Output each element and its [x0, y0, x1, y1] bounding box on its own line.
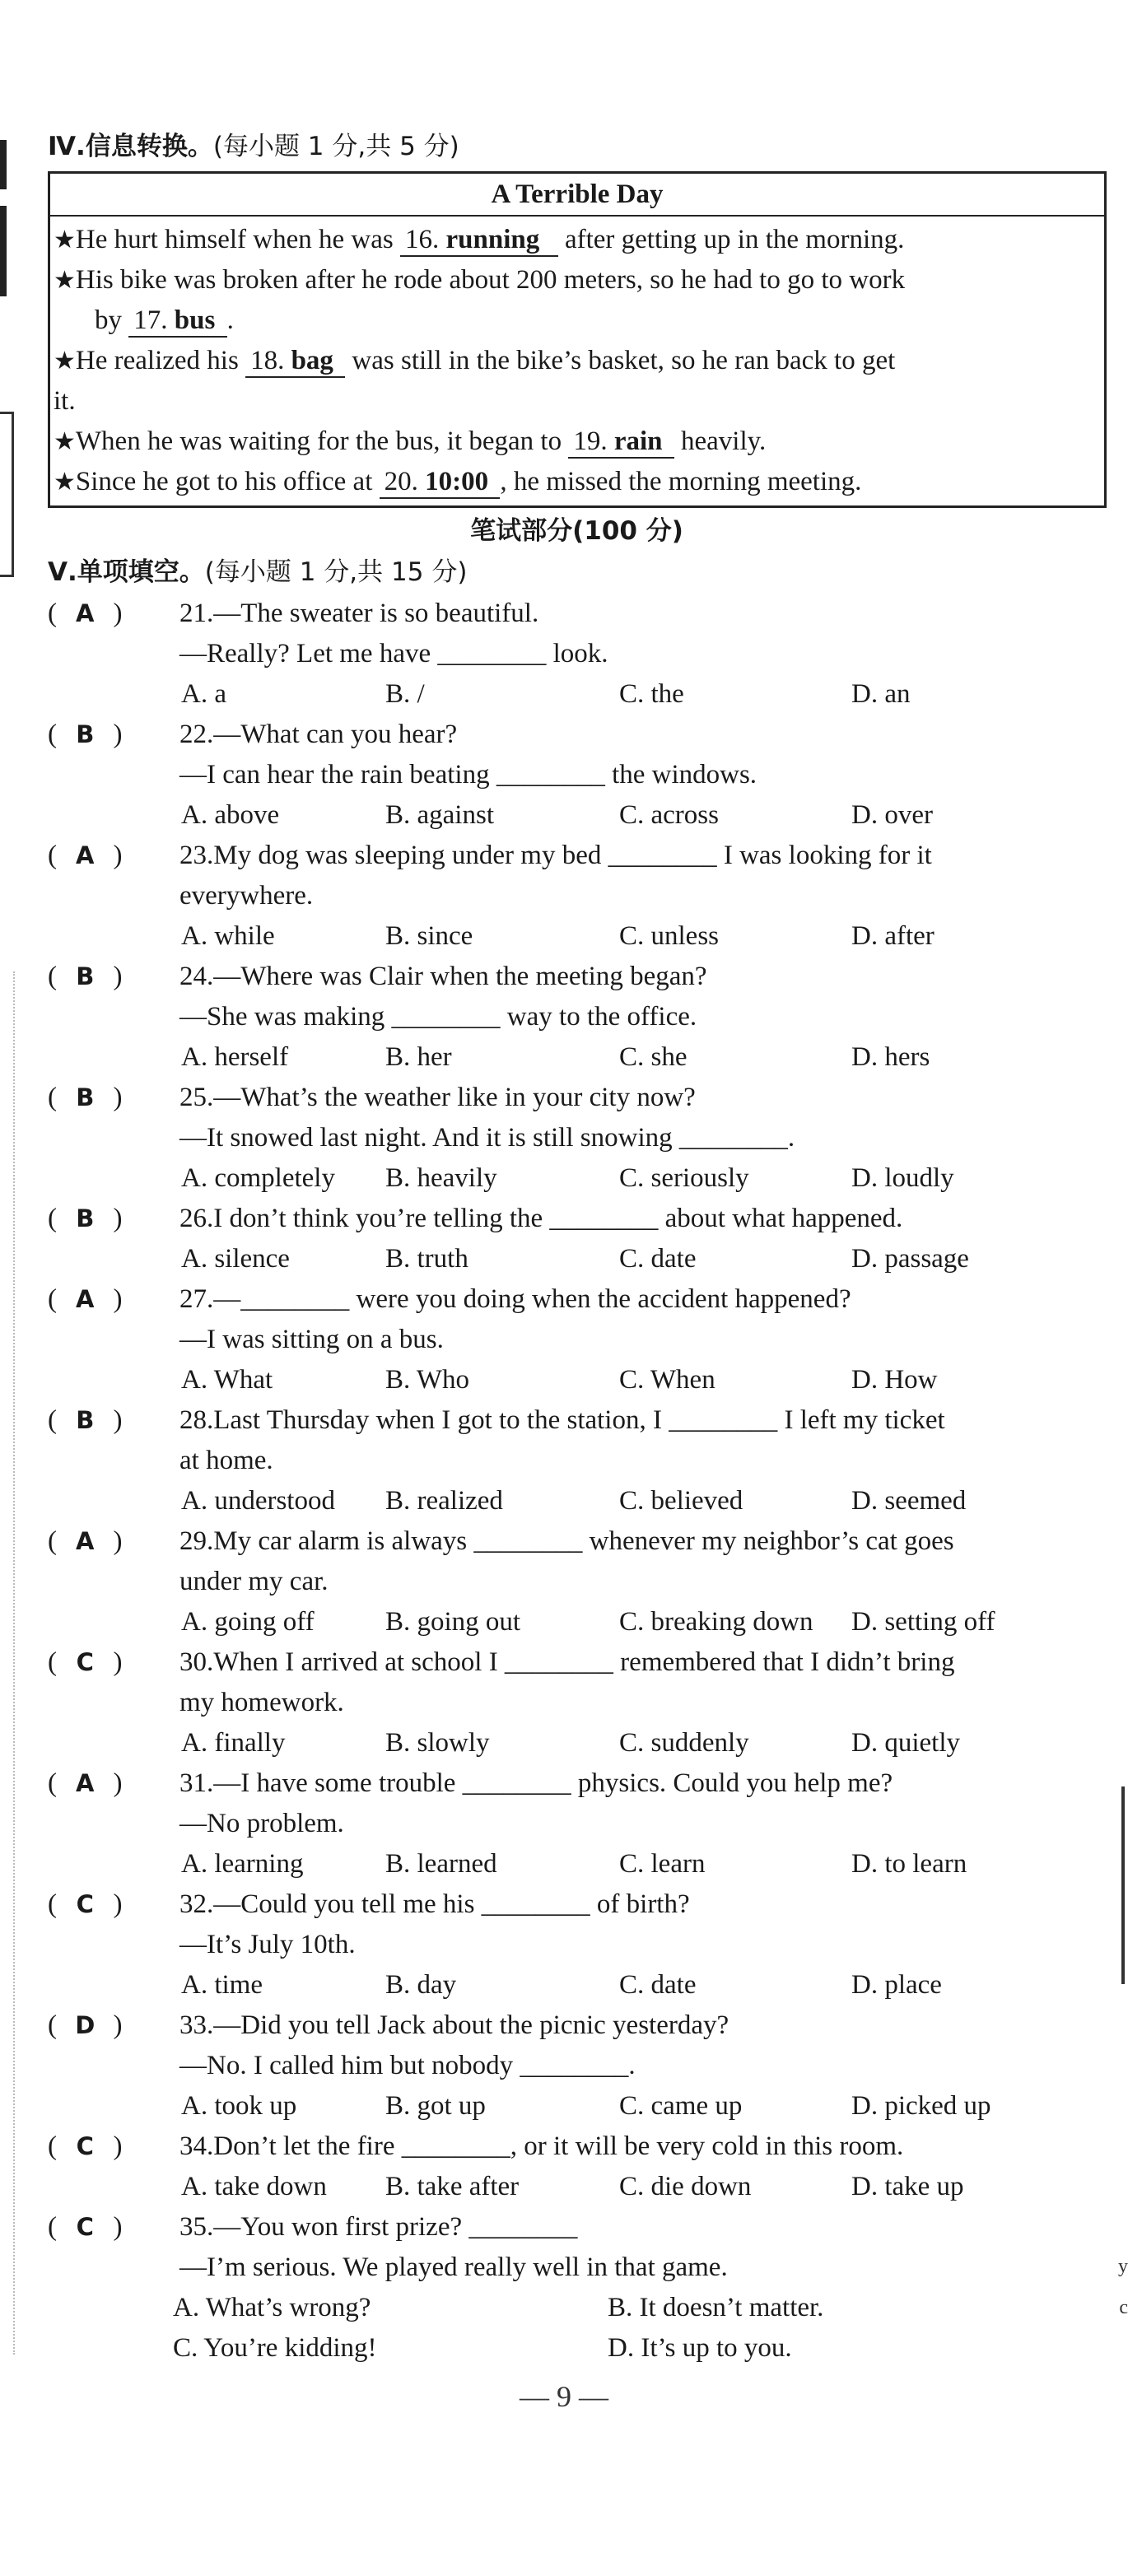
option[interactable]: C. the — [619, 679, 684, 709]
answer-letter: D — [75, 2011, 96, 2039]
question-item — [48, 715, 1106, 836]
option[interactable]: D. to learn — [851, 1849, 967, 1879]
option[interactable]: D. loudly — [851, 1163, 954, 1193]
info-line — [54, 260, 1101, 300]
question-row — [48, 715, 1106, 755]
question-stem: —Could you tell me his ________ of birth? — [213, 1889, 690, 1919]
options-row — [48, 2288, 1106, 2328]
question-number: 23. — [179, 841, 214, 870]
info-text: by — [95, 305, 129, 335]
question-item — [48, 1199, 1106, 1279]
question-row — [48, 1400, 1106, 1441]
option[interactable]: B. against — [385, 800, 494, 830]
star-icon: ★ — [54, 428, 76, 455]
question-number: 21. — [179, 599, 214, 628]
info-line — [54, 381, 1101, 422]
worksheet-page — [48, 125, 1106, 2369]
question-list — [48, 594, 1106, 2369]
info-line — [54, 422, 1101, 462]
question-stem: When I arrived at school I ________ remembered that I didn’t bring — [213, 1647, 955, 1677]
question-stem-cont: —No. I called him but nobody ________. — [179, 2051, 636, 2080]
answer-letter: A — [76, 599, 95, 627]
question-number: 28. — [179, 1405, 214, 1435]
info-box-title: A Terrible Day — [50, 174, 1104, 217]
options-row — [48, 1723, 1106, 1763]
question-item — [48, 1642, 1106, 1763]
question-stem: —Where was Clair when the meeting began? — [213, 962, 707, 991]
options-row — [48, 674, 1106, 715]
question-stem: My car alarm is always ________ whenever my neighbor’s cat goes — [213, 1526, 954, 1556]
option[interactable]: D. It’s up to you. — [608, 2333, 792, 2363]
question-number: 25. — [179, 1083, 214, 1112]
question-item — [48, 1279, 1106, 1400]
info-line — [54, 341, 1101, 381]
question-row — [48, 2207, 1106, 2248]
option[interactable]: D. place — [851, 1970, 942, 2000]
option[interactable]: A. finally — [181, 1728, 286, 1758]
question-stem: My dog was sleeping under my bed ________ I was looking for it — [213, 841, 932, 870]
question-row — [48, 594, 1106, 634]
option[interactable]: A. time — [181, 1970, 263, 2000]
question-stem-cont: —She was making ________ way to the office. — [179, 1002, 697, 1032]
info-text: He hurt himself when he was — [75, 225, 400, 254]
options-row — [48, 1158, 1106, 1199]
answer-letter: A — [76, 1769, 95, 1797]
option[interactable]: C. die down — [619, 2172, 752, 2201]
answer-slot: ( C ) — [48, 1884, 179, 1925]
option[interactable]: C. suddenly — [619, 1728, 749, 1758]
option[interactable]: B. heavily — [385, 1163, 497, 1193]
option[interactable]: C. seriously — [619, 1163, 749, 1193]
answer-slot: ( C ) — [48, 2207, 179, 2248]
answer-letter: C — [76, 1648, 94, 1676]
options-row — [48, 1844, 1106, 1884]
options-row — [48, 1602, 1106, 1642]
option[interactable]: C. breaking down — [619, 1607, 813, 1637]
blank-answer: bag — [291, 346, 333, 375]
option[interactable]: C. When — [619, 1365, 715, 1395]
blank-number: 16. — [404, 225, 440, 254]
answer-slot: ( C ) — [48, 1642, 179, 1683]
option[interactable]: B. learned — [385, 1849, 497, 1879]
option[interactable]: A. silence — [181, 1244, 290, 1274]
question-stem-cont: at home. — [179, 1446, 273, 1475]
question-number: 33. — [179, 2010, 214, 2040]
question-stem-cont: everywhere. — [179, 881, 314, 911]
question-item — [48, 594, 1106, 715]
question-stem-cont: under my car. — [179, 1567, 329, 1596]
question-row — [48, 1279, 1106, 1320]
option[interactable]: D. take up — [851, 2172, 964, 2201]
info-text: . — [226, 305, 234, 335]
question-stem: —You won first prize? ________ — [213, 2212, 578, 2242]
option[interactable]: A. took up — [181, 2091, 297, 2121]
answer-blank — [128, 305, 226, 338]
star-icon: ★ — [54, 226, 76, 254]
option[interactable]: B. truth — [385, 1244, 468, 1274]
option[interactable]: D. over — [851, 800, 933, 830]
info-line — [54, 462, 1101, 502]
options-row — [48, 1360, 1106, 1400]
options-row — [48, 916, 1106, 957]
info-text: heavily. — [674, 426, 767, 456]
options-row — [48, 795, 1106, 836]
question-stem-cont: —It’s July 10th. — [179, 1930, 356, 1959]
option[interactable]: B. since — [385, 921, 473, 951]
question-stem: —________ were you doing when the accident happened? — [213, 1284, 851, 1314]
question-number: 29. — [179, 1526, 214, 1556]
question-item — [48, 1763, 1106, 1884]
answer-letter: B — [76, 1204, 95, 1232]
option[interactable]: A. completely — [181, 1163, 335, 1193]
question-number: 30. — [179, 1647, 214, 1677]
question-stem: —The sweater is so beautiful. — [213, 599, 539, 628]
question-item — [48, 1884, 1106, 2005]
option[interactable]: A. take down — [181, 2172, 327, 2201]
option[interactable]: D. picked up — [851, 2091, 991, 2121]
options-row — [48, 1965, 1106, 2005]
option[interactable]: A. a — [181, 679, 226, 709]
option[interactable]: A. while — [181, 921, 275, 951]
margin-mark — [0, 206, 7, 296]
question-row — [48, 1642, 1106, 1683]
section-heading: Ⅳ.信息转换。 — [48, 132, 213, 161]
option[interactable]: A. herself — [181, 1042, 289, 1072]
option[interactable]: C. unless — [619, 921, 720, 951]
option[interactable]: B. It doesn’t matter. — [608, 2293, 824, 2322]
option[interactable]: C. came up — [619, 2091, 743, 2121]
question-stem: —Did you tell Jack about the picnic yesterday? — [213, 2010, 729, 2040]
written-part-title: 笔试部分(100 分) — [470, 516, 683, 546]
option[interactable]: D. setting off — [851, 1607, 995, 1637]
option[interactable]: B. Who — [385, 1365, 470, 1395]
answer-slot: ( B ) — [48, 1078, 179, 1118]
question-number: 27. — [179, 1284, 214, 1314]
question-number: 26. — [179, 1204, 214, 1233]
blank-number: 20. — [384, 467, 418, 496]
question-item — [48, 2005, 1106, 2126]
answer-letter: A — [76, 1527, 95, 1555]
question-number: 31. — [179, 1768, 214, 1798]
answer-slot: ( B ) — [48, 957, 179, 997]
answer-letter: A — [76, 841, 95, 869]
blank-number: 17. — [133, 305, 168, 335]
option[interactable]: B. take after — [385, 2172, 520, 2201]
question-item — [48, 2207, 1106, 2369]
info-box-body — [50, 217, 1104, 505]
info-text: He realized his — [75, 346, 246, 375]
star-icon: ★ — [54, 267, 76, 294]
option[interactable]: D. after — [851, 921, 935, 951]
answer-letter: B — [76, 720, 95, 748]
option[interactable]: B. going out — [385, 1607, 521, 1637]
option[interactable]: D. How — [851, 1365, 938, 1395]
question-number: 35. — [179, 2212, 214, 2242]
answer-slot: ( A ) — [48, 1763, 179, 1804]
option[interactable]: C. learn — [619, 1849, 706, 1879]
option[interactable]: D. an — [851, 679, 911, 709]
question-stem: —What can you hear? — [213, 720, 458, 749]
info-line — [54, 300, 1101, 341]
question-stem: Don’t let the fire ________, or it will be very cold in this room. — [213, 2131, 904, 2161]
right-margin-letter: c — [1119, 2297, 1128, 2318]
section-heading: Ⅴ.单项填空。 — [48, 557, 205, 587]
answer-slot: ( A ) — [48, 1279, 179, 1320]
question-stem: I don’t think you’re telling the ________ about what happened. — [213, 1204, 903, 1233]
page-number: — 9 — — [520, 2380, 608, 2413]
question-stem-cont: —It snowed last night. And it is still snowing ________. — [179, 1123, 795, 1153]
question-row — [48, 2005, 1106, 2046]
option[interactable]: B. day — [385, 1970, 457, 2000]
question-row — [48, 836, 1106, 876]
option[interactable]: A. understood — [181, 1486, 335, 1516]
info-line — [54, 220, 1101, 260]
answer-slot: ( C ) — [48, 2126, 179, 2167]
options-row — [48, 1037, 1106, 1078]
margin-box — [0, 412, 14, 577]
info-text: Since he got to his office at — [75, 467, 380, 496]
option[interactable]: D. passage — [851, 1244, 969, 1274]
option[interactable]: A. What’s wrong? — [173, 2293, 371, 2322]
answer-letter: A — [76, 1285, 95, 1313]
blank-answer: bus — [174, 305, 216, 335]
option[interactable]: A. going off — [181, 1607, 315, 1637]
option[interactable]: B. / — [385, 679, 425, 709]
option[interactable]: C. You’re kidding! — [173, 2333, 377, 2363]
info-text: His bike was broken after he rode about 200 meters, so he had to go to work — [75, 265, 906, 295]
info-text: When he was waiting for the bus, it began to — [75, 426, 569, 456]
question-row — [48, 1199, 1106, 1239]
margin-mark — [0, 140, 7, 189]
option[interactable]: C. she — [619, 1042, 688, 1072]
option[interactable]: D. seemed — [851, 1486, 967, 1516]
right-margin-rule — [1121, 1786, 1125, 1984]
options-row — [48, 1481, 1106, 1521]
answer-letter: C — [76, 1890, 94, 1918]
option[interactable]: A. above — [181, 800, 280, 830]
question-number: 34. — [179, 2131, 214, 2161]
question-stem-cont: —Really? Let me have ________ look. — [179, 639, 608, 668]
question-stem-cont: —I can hear the rain beating ________ the windows. — [179, 760, 757, 790]
answer-slot: ( B ) — [48, 1400, 179, 1441]
question-item — [48, 1521, 1106, 1642]
question-stem: —What’s the weather like in your city now? — [213, 1083, 696, 1112]
section-title — [48, 125, 1106, 168]
info-text: was still in the bike’s basket, so he ran back to get — [345, 346, 896, 375]
answer-blank — [380, 466, 501, 499]
star-icon: ★ — [54, 347, 76, 375]
answer-letter: C — [76, 2132, 94, 2160]
option[interactable]: A. What — [181, 1365, 273, 1395]
option[interactable]: B. got up — [385, 2091, 486, 2121]
option[interactable]: B. realized — [385, 1486, 503, 1516]
question-number: 32. — [179, 1889, 214, 1919]
option[interactable]: C. date — [619, 1970, 697, 2000]
question-row — [48, 1763, 1106, 1804]
question-number: 24. — [179, 962, 214, 991]
question-stem-cont: my homework. — [179, 1688, 344, 1717]
option[interactable]: C. across — [619, 800, 719, 830]
options-row — [48, 2328, 1106, 2369]
blank-answer: running — [445, 225, 540, 254]
answer-blank — [400, 224, 558, 257]
blank-answer: rain — [613, 426, 663, 456]
answer-slot: ( D ) — [48, 2005, 179, 2046]
option[interactable]: C. date — [619, 1244, 697, 1274]
section-note: (每小题 1 分,共 5 分) — [212, 132, 459, 161]
option[interactable]: B. slowly — [385, 1728, 490, 1758]
question-row — [48, 1078, 1106, 1118]
info-text: , he missed the morning meeting. — [500, 467, 862, 496]
blank-number: 19. — [573, 426, 608, 456]
answer-letter: B — [76, 962, 95, 990]
section-note: (每小题 1 分,共 15 分) — [204, 557, 468, 587]
question-number: 22. — [179, 720, 214, 749]
answer-slot: ( B ) — [48, 715, 179, 755]
option[interactable]: B. her — [385, 1042, 452, 1072]
question-item — [48, 957, 1106, 1078]
question-row — [48, 1521, 1106, 1562]
answer-slot: ( A ) — [48, 836, 179, 876]
question-stem-cont: —I’m serious. We played really well in that game. — [179, 2252, 728, 2282]
answer-slot: ( A ) — [48, 1521, 179, 1562]
blank-number: 18. — [250, 346, 285, 375]
answer-letter: C — [76, 2213, 94, 2241]
answer-blank — [568, 426, 674, 459]
question-stem-cont: —I was sitting on a bus. — [179, 1325, 444, 1354]
info-transfer-box — [48, 171, 1107, 508]
right-margin-letter: y — [1118, 2256, 1128, 2277]
blank-answer: 10:00 — [425, 467, 489, 496]
star-icon: ★ — [54, 468, 76, 496]
margin-dotted-rule — [13, 971, 15, 2355]
answer-slot: ( B ) — [48, 1199, 179, 1239]
question-row — [48, 2126, 1106, 2167]
info-text: it. — [54, 386, 76, 416]
option[interactable]: A. learning — [181, 1849, 304, 1879]
option[interactable]: C. believed — [619, 1486, 743, 1516]
option[interactable]: D. hers — [851, 1042, 930, 1072]
section-title — [48, 551, 1106, 594]
answer-blank — [245, 345, 345, 378]
options-row — [48, 2086, 1106, 2126]
question-item — [48, 836, 1106, 957]
question-item — [48, 2126, 1106, 2207]
answer-letter: B — [76, 1083, 95, 1111]
question-item — [48, 1078, 1106, 1199]
options-row — [48, 2167, 1106, 2207]
question-row — [48, 1884, 1106, 1925]
info-text: after getting up in the morning. — [557, 225, 905, 254]
question-stem: Last Thursday when I got to the station, I ________ I left my ticket — [213, 1405, 945, 1435]
option[interactable]: D. quietly — [851, 1728, 960, 1758]
question-row — [48, 957, 1106, 997]
question-stem-cont: —No problem. — [179, 1809, 344, 1838]
question-item — [48, 1400, 1106, 1521]
options-row — [48, 1239, 1106, 1279]
question-stem: —I have some trouble ________ physics. Could you help me? — [213, 1768, 893, 1798]
answer-slot: ( A ) — [48, 594, 179, 634]
answer-letter: B — [76, 1406, 95, 1434]
